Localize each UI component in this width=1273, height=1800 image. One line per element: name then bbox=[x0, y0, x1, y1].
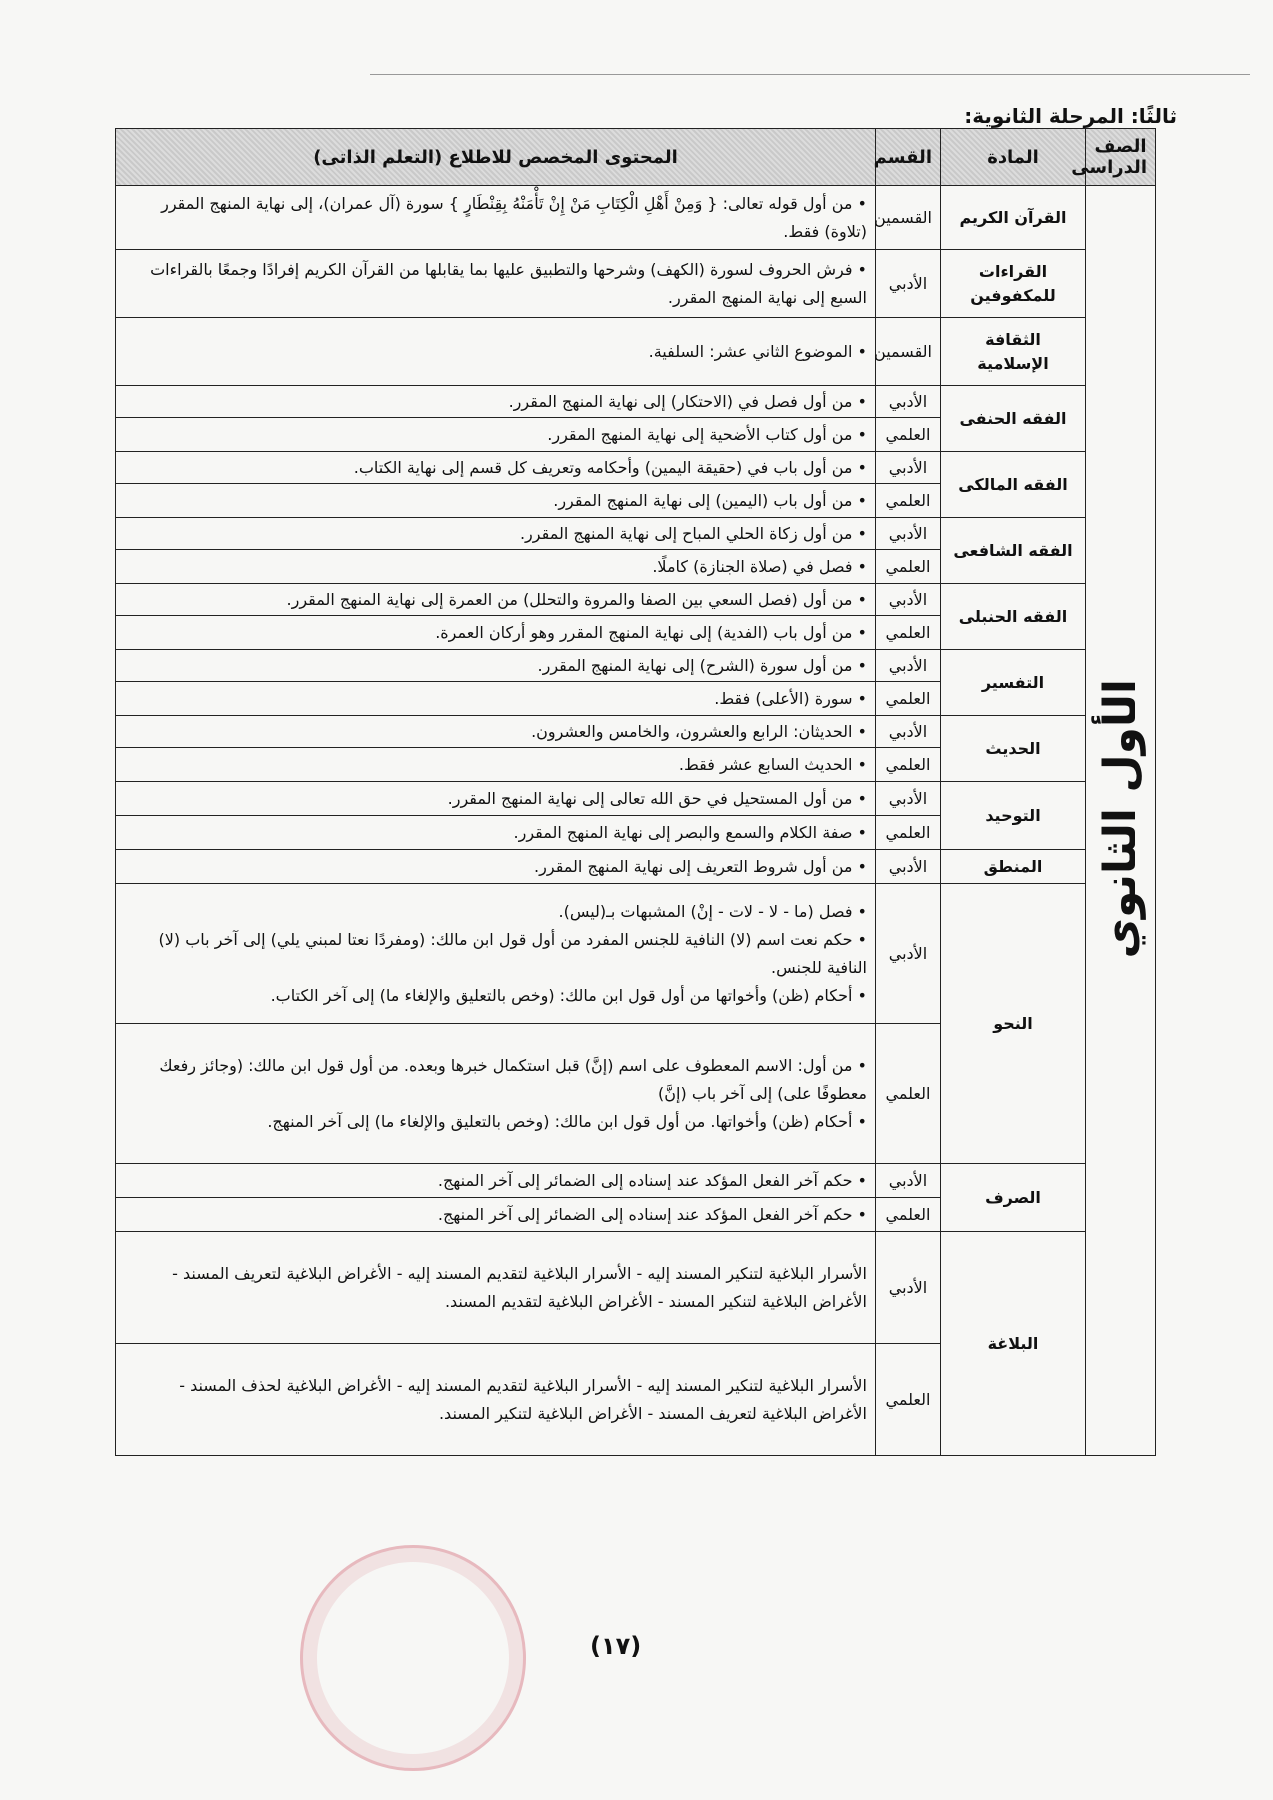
subject-cell: البلاغة bbox=[941, 1232, 1086, 1456]
page-number: (١٧) bbox=[590, 1632, 642, 1660]
section-cell: الأدبي bbox=[876, 518, 941, 550]
content-cell bbox=[116, 748, 876, 782]
content-item: الأسرار البلاغية لتنكير المسند إليه - الأسرار البلاغية لتقديم المسند إليه - الأغراض البلاغية لحذف المسند - الأغراض البلاغية لتعريف المسند - الأغراض البلاغية لتنكير المسند. bbox=[179, 1375, 867, 1423]
content-item: • سورة (الأعلى) فقط. bbox=[124, 685, 867, 713]
subject-cell: القراءات للمكفوفين bbox=[941, 250, 1086, 318]
content-cell bbox=[116, 682, 876, 716]
content-item: • أحكام (ظن) وأخواتها من أول قول ابن مالك: (وخص بالتعليق والإلغاء ما) إلى آخر الكتاب. bbox=[124, 982, 867, 1010]
content-item: • الحديث السابع عشر فقط. bbox=[124, 751, 867, 779]
section-cell: العلمي bbox=[876, 682, 941, 716]
table-row bbox=[116, 250, 1156, 318]
top-rule bbox=[370, 74, 1250, 75]
grade-label: الأول الثانوي bbox=[1095, 678, 1146, 959]
section-cell: الأدبي bbox=[876, 716, 941, 748]
content-cell bbox=[116, 816, 876, 850]
content-cell bbox=[116, 318, 876, 386]
content-item: • من أول شروط التعريف إلى نهاية المنهج المقرر. bbox=[124, 853, 867, 881]
subject-cell: التفسير bbox=[941, 650, 1086, 716]
section-cell: الأدبي bbox=[876, 584, 941, 616]
content-item: • من أول سورة (الشرح) إلى نهاية المنهج المقرر. bbox=[124, 652, 867, 680]
content-cell bbox=[116, 850, 876, 884]
header-section: القسم bbox=[876, 129, 941, 186]
table-header-row bbox=[116, 129, 1156, 186]
subject-cell: الحديث bbox=[941, 716, 1086, 782]
section-cell: القسمين bbox=[876, 318, 941, 386]
section-cell: العلمي bbox=[876, 1344, 941, 1456]
section-cell: العلمي bbox=[876, 748, 941, 782]
section-cell: العلمي bbox=[876, 418, 941, 452]
table-row bbox=[116, 716, 1156, 748]
section-cell: الأدبي bbox=[876, 250, 941, 318]
content-cell bbox=[116, 1232, 876, 1344]
section-cell: الأدبي bbox=[876, 650, 941, 682]
content-cell bbox=[116, 1344, 876, 1456]
content-item: • من أول (فصل السعي بين الصفا والمروة والتحلل) من العمرة إلى نهاية المنهج المقرر. bbox=[124, 586, 867, 614]
content-cell bbox=[116, 186, 876, 250]
content-cell bbox=[116, 418, 876, 452]
header-grade: الصف الدراسى bbox=[1086, 129, 1156, 186]
content-item: • من أول زكاة الحلي المباح إلى نهاية المنهج المقرر. bbox=[124, 520, 867, 548]
stamp-seal bbox=[300, 1545, 526, 1771]
table-row bbox=[116, 850, 1156, 884]
content-cell bbox=[116, 616, 876, 650]
section-cell: العلمي bbox=[876, 550, 941, 584]
section-cell: الأدبي bbox=[876, 452, 941, 484]
content-item: • حكم آخر الفعل المؤكد عند إسناده إلى الضمائر إلى آخر المنهج. bbox=[124, 1167, 867, 1195]
subject-cell: الفقه الشافعى bbox=[941, 518, 1086, 584]
content-cell bbox=[116, 650, 876, 682]
header-subject: المادة bbox=[941, 129, 1086, 186]
section-cell: العلمي bbox=[876, 1024, 941, 1164]
content-cell bbox=[116, 1198, 876, 1232]
subject-cell: التوحيد bbox=[941, 782, 1086, 850]
header-content: المحتوى المخصص للاطلاع (التعلم الذاتى) bbox=[116, 129, 876, 186]
content-item: • من أول فصل في (الاحتكار) إلى نهاية المنهج المقرر. bbox=[124, 388, 867, 416]
content-item: • من أول: الاسم المعطوف على اسم (إنَّ) قبل استكمال خبرها وبعده. من أول قول ابن مالك: (وجائز رفعك معطوفًا على) إلى آخر باب (إنَّ) bbox=[124, 1052, 867, 1108]
content-item: • الحديثان: الرابع والعشرون، والخامس والعشرون. bbox=[124, 718, 867, 746]
content-item: الأسرار البلاغية لتنكير المسند إليه - الأسرار البلاغية لتقديم المسند إليه - الأغراض البلاغية لتعريف المسند - الأغراض البلاغية لتنكير المسند - الأغراض البلاغية لتقديم المسند. bbox=[172, 1263, 867, 1311]
content-item: • الموضوع الثاني عشر: السلفية. bbox=[124, 338, 867, 366]
content-item: • فرش الحروف لسورة (الكهف) وشرحها والتطبيق عليها بما يقابلها من القرآن الكريم إفرادًا وجمعًا بالقراءات السبع إلى نهاية المنهج المقرر. bbox=[124, 256, 867, 312]
table-row bbox=[116, 318, 1156, 386]
curriculum-table bbox=[115, 128, 1156, 1456]
section-cell: الأدبي bbox=[876, 884, 941, 1024]
grade-cell bbox=[1086, 186, 1156, 1456]
section-cell: العلمي bbox=[876, 484, 941, 518]
content-item: • حكم آخر الفعل المؤكد عند إسناده إلى الضمائر إلى آخر المنهج. bbox=[124, 1201, 867, 1229]
section-cell: العلمي bbox=[876, 816, 941, 850]
section-cell: الأدبي bbox=[876, 386, 941, 418]
section-title: ثالثًا: المرحلة الثانوية: bbox=[964, 104, 1177, 128]
content-cell bbox=[116, 250, 876, 318]
table-row bbox=[116, 186, 1156, 250]
table-row bbox=[116, 884, 1156, 1024]
table-row bbox=[116, 584, 1156, 616]
subject-cell: النحو bbox=[941, 884, 1086, 1164]
content-cell bbox=[116, 550, 876, 584]
subject-cell: الصرف bbox=[941, 1164, 1086, 1232]
content-item: • صفة الكلام والسمع والبصر إلى نهاية المنهج المقرر. bbox=[124, 819, 867, 847]
subject-cell: القرآن الكريم bbox=[941, 186, 1086, 250]
subject-cell: الفقه الحنبلى bbox=[941, 584, 1086, 650]
table-row bbox=[116, 650, 1156, 682]
table-row bbox=[116, 1232, 1156, 1344]
content-cell bbox=[116, 1164, 876, 1198]
section-cell: الأدبي bbox=[876, 850, 941, 884]
section-cell: الأدبي bbox=[876, 1232, 941, 1344]
content-item: • من أول كتاب الأضحية إلى نهاية المنهج المقرر. bbox=[124, 421, 867, 449]
content-cell bbox=[116, 782, 876, 816]
content-cell bbox=[116, 584, 876, 616]
content-cell bbox=[116, 452, 876, 484]
content-cell bbox=[116, 484, 876, 518]
table-row bbox=[116, 518, 1156, 550]
content-item: • من أول المستحيل في حق الله تعالى إلى نهاية المنهج المقرر. bbox=[124, 785, 867, 813]
table-row bbox=[116, 452, 1156, 484]
section-cell: العلمي bbox=[876, 1198, 941, 1232]
content-item: • أحكام (ظن) وأخواتها. من أول قول ابن مالك: (وخص بالتعليق والإلغاء ما) إلى آخر المنهج. bbox=[124, 1108, 867, 1136]
content-cell bbox=[116, 518, 876, 550]
content-item: • من أول قوله تعالى: { وَمِنْ أَهْلِ الْكِتَابِ مَنْ إِنْ تَأْمَنْهُ بِقِنْطَارٍ } سورة (آل عمران)، إلى نهاية المنهج المقرر (تلاوة) فقط. bbox=[124, 190, 867, 246]
section-cell: القسمين bbox=[876, 186, 941, 250]
content-item: • من أول باب في (حقيقة اليمين) وأحكامه وتعريف كل قسم إلى نهاية الكتاب. bbox=[124, 454, 867, 482]
content-item: • من أول باب (اليمين) إلى نهاية المنهج المقرر. bbox=[124, 487, 867, 515]
table-body bbox=[116, 186, 1156, 1456]
content-cell bbox=[116, 884, 876, 1024]
section-cell: الأدبي bbox=[876, 782, 941, 816]
content-item: • فصل في (صلاة الجنازة) كاملًا. bbox=[124, 553, 867, 581]
subject-cell: الثقافة الإسلامية bbox=[941, 318, 1086, 386]
table-row bbox=[116, 1164, 1156, 1198]
subject-cell: الفقه المالكى bbox=[941, 452, 1086, 518]
section-cell: العلمي bbox=[876, 616, 941, 650]
content-cell bbox=[116, 386, 876, 418]
content-item: • فصل (ما - لا - لات - إنْ) المشبهات بـ(ليس). bbox=[124, 898, 867, 926]
content-item: • حكم نعت اسم (لا) النافية للجنس المفرد من أول قول ابن مالك: (ومفردًا نعتا لمبني يلي) إلى آخر باب (لا) النافية للجنس. bbox=[124, 926, 867, 982]
table-row bbox=[116, 782, 1156, 816]
section-cell: الأدبي bbox=[876, 1164, 941, 1198]
content-item: • من أول باب (الفدية) إلى نهاية المنهج المقرر وهو أركان العمرة. bbox=[124, 619, 867, 647]
subject-cell: الفقه الحنفى bbox=[941, 386, 1086, 452]
subject-cell: المنطق bbox=[941, 850, 1086, 884]
content-cell bbox=[116, 716, 876, 748]
content-cell bbox=[116, 1024, 876, 1164]
table-row bbox=[116, 386, 1156, 418]
